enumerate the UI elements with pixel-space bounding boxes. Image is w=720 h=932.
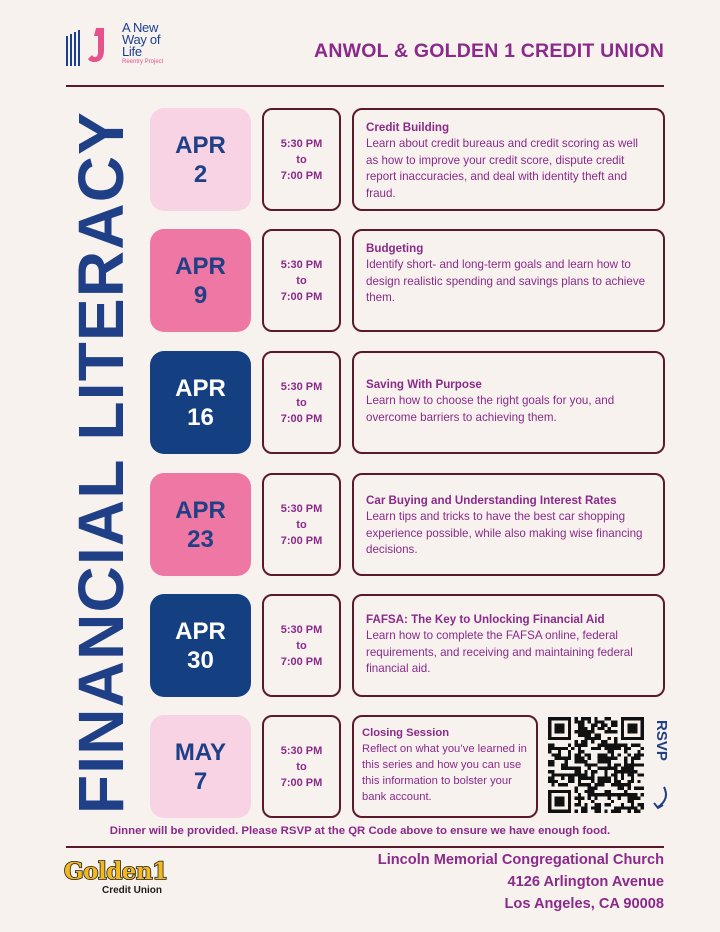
time-box [262,229,341,332]
description-box [352,594,665,697]
session-title: Saving With Purpose [366,378,482,391]
session-title: Car Buying and Understanding Interest Rates [366,494,617,507]
session-row [150,229,666,333]
session-title: FAFSA: The Key to Unlocking Financial Aid [366,613,605,626]
address-line-2: 4126 Arlington Avenue [507,874,664,890]
description-box [352,108,665,211]
venue-address [378,849,664,915]
session-row [150,108,666,212]
description-box [352,229,665,332]
logo-line-2: Way of [122,32,161,47]
side-title: FINANCIAL LITERACY [65,110,137,814]
date-tile [150,229,251,332]
anwol-logo-name [122,22,160,58]
time-box [262,473,341,576]
date-tile [150,108,251,211]
date-tile [150,473,251,576]
time-box [262,715,341,818]
date-day: 9 [193,281,208,309]
top-divider [66,85,664,87]
golden1-subtitle: Credit Union [102,885,162,896]
qr-code-icon[interactable] [548,717,644,813]
time-separator: to [296,153,307,166]
session-description: Reflect on what you’ve learned in this series and how you can use this information to bolster your bank account. [362,743,527,803]
date-month: APR [175,374,226,402]
session-description: Identify short- and long-term goals and learn how to design realistic spending and savings plans to achieve them. [366,258,646,305]
date-month: APR [175,131,226,159]
date-tile [150,594,251,697]
date-day: 30 [187,646,214,674]
rsvp-label: RSVP [653,720,670,761]
time-box [262,594,341,697]
time-start: 5:30 PM [280,502,323,515]
time-end: 7:00 PM [280,534,323,547]
anwol-logo-mark-icon [66,26,126,68]
time-end: 7:00 PM [280,655,323,668]
date-day: 7 [193,767,208,795]
address-line-3: Los Angeles, CA 90008 [504,896,664,912]
date-tile [150,715,251,818]
description-box [352,351,665,454]
time-end: 7:00 PM [280,412,323,425]
anwol-logo [66,22,176,68]
time-start: 5:30 PM [280,258,323,271]
session-row [150,351,666,455]
time-separator: to [296,760,307,773]
session-row [150,594,666,698]
description-box [352,473,665,576]
time-end: 7:00 PM [280,776,323,789]
time-start: 5:30 PM [280,744,323,757]
time-start: 5:30 PM [280,137,323,150]
date-month: APR [175,252,226,280]
golden1-wordmark: Golden1 [64,858,168,885]
header-title: ANWOL & GOLDEN 1 CREDIT UNION [314,40,664,62]
time-end: 7:00 PM [280,169,323,182]
session-row [150,473,666,577]
time-separator: to [296,274,307,287]
curved-arrow-icon [650,785,672,811]
logo-line-3: Life [122,44,142,59]
bottom-divider [66,846,664,848]
date-day: 2 [193,160,208,188]
time-box [262,108,341,211]
date-month: MAY [174,738,227,766]
time-separator: to [296,518,307,531]
time-separator: to [296,639,307,652]
time-end: 7:00 PM [280,290,323,303]
date-month: APR [175,617,226,645]
date-month: APR [175,496,226,524]
session-description: Learn how to choose the right goals for you, and overcome barriers to achieving them. [366,394,615,424]
date-tile [150,351,251,454]
address-line-1: Lincoln Memorial Congregational Church [377,852,664,868]
session-description: Learn about credit bureaus and credit scoring as well as how to improve your credit score, dispute credit report inaccuracies, and deal with identity theft and fraud. [366,137,638,200]
time-start: 5:30 PM [280,380,323,393]
time-separator: to [296,396,307,409]
date-day: 16 [187,403,214,431]
session-title: Credit Building [366,121,450,134]
golden1-logo [64,858,174,902]
session-description: Learn how to complete the FAFSA online, federal requirements, and receiving and maintaining federal financial aid. [366,629,633,676]
time-box [262,351,341,454]
session-title: Budgeting [366,242,424,255]
time-start: 5:30 PM [280,623,323,636]
date-day: 23 [187,525,214,553]
dinner-notice: Dinner will be provided. Please RSVP at the QR Code above to ensure we have enough food. [109,825,611,837]
description-box [352,715,538,818]
session-title: Closing Session [362,727,450,739]
logo-subtitle: Reentry Project [122,59,164,65]
logo-line-1: A New [122,20,159,35]
session-description: Learn tips and tricks to have the best car shopping experience possible, while also making wise financing decisions. [366,510,643,557]
